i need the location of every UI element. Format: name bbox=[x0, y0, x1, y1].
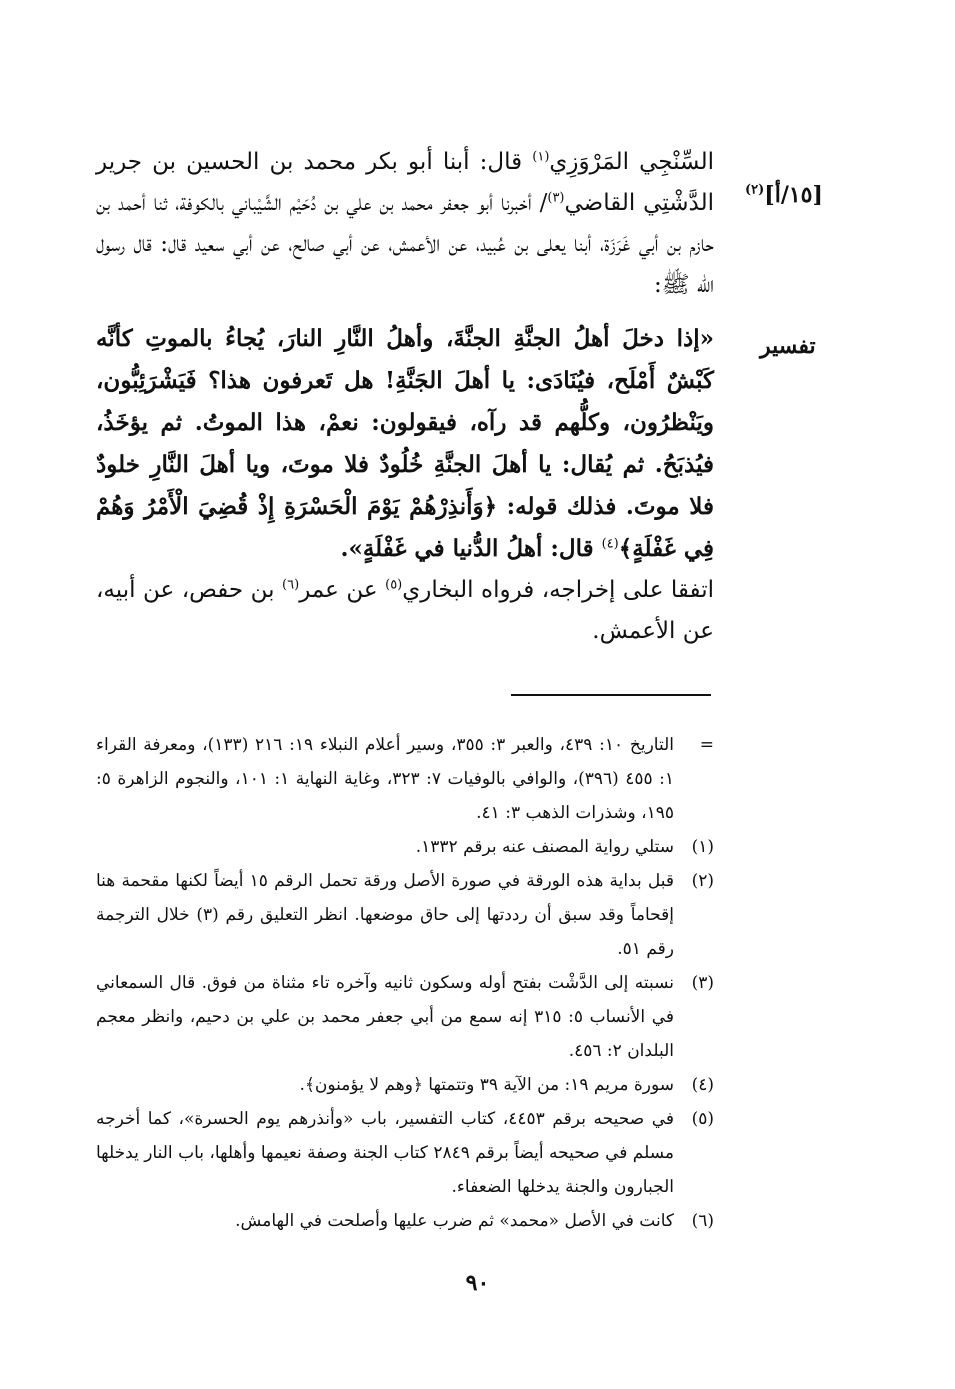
footnote-number: (٣) bbox=[691, 973, 714, 993]
takhrij-text: اتفقا على إخراجه، فرواه البخاري bbox=[402, 577, 714, 603]
footnote-6 bbox=[96, 1204, 714, 1238]
takhrij-text: عن عمر bbox=[299, 577, 386, 603]
page-number: ٩٠ bbox=[465, 1270, 490, 1296]
takhrij-paragraph bbox=[96, 570, 714, 652]
takhrij-text: بن حفص، عن أبيه، عن الأعمش. bbox=[96, 577, 714, 644]
footnote-number: (٥) bbox=[691, 1109, 714, 1129]
isnad-paragraph bbox=[96, 142, 714, 306]
folio-footnote-ref: (٢) bbox=[745, 182, 765, 198]
footnote-ref: (٦) bbox=[282, 577, 300, 593]
folio-ref: [١٥/أ] bbox=[764, 182, 823, 208]
footnote-1 bbox=[96, 830, 714, 864]
hadith-paragraph bbox=[96, 318, 714, 570]
footnote-ref: (١) bbox=[532, 149, 550, 165]
footnote-text: التاريخ ١٠: ٤٣٩، والعبر ٣: ٣٥٥، وسير أعلام النبلاء ١٩: ٢١٦ (١٣٣)، ومعرفة القراء ١: ٤٥٥ (٣٩٦)، والوافي بالوفيات ٧: ٣٢٣، وغاية النهاية ١: ١٠١، والنجوم الزاهرة ٥: ١٩٥، وشذرات الذهب ٣: ٤١. bbox=[96, 735, 675, 823]
isnad-text: / أخبرنا أبو جعفر محمد بن علي بن دُحَيْم الشَّيْباني بالكوفة، ثنا أحمد بن حازم بن أبي غَرَزَة، أبنا يعلى بن عُبيد، عن الأعمش، عن أبي صالح، عن أبي سعيد قال: قال رسول الله ﷺ: bbox=[96, 190, 714, 298]
footnote-number: (٦) bbox=[691, 1211, 714, 1231]
folio-marker bbox=[745, 182, 823, 208]
quran-verse: ﴿وَأَنذِرْهُمْ يَوْمَ الْحَسْرَةِ إِذْ قُضِيَ الْأَمْرُ وَهُمْ فِي غَفْلَةٍ﴾ bbox=[96, 493, 714, 562]
footnote-text: ستلي رواية المصنف عنه برقم ١٣٣٢. bbox=[415, 837, 674, 857]
narrator-name: السِّنْجِي المَرْوَزِي bbox=[549, 149, 714, 175]
section-marker-tafsir: تفسير bbox=[760, 333, 816, 359]
main-text bbox=[96, 142, 714, 652]
footnote-number: (٢) bbox=[691, 871, 714, 891]
footnote-ref: (٣) bbox=[547, 190, 565, 206]
isnad-text: قال: أبنا أبو بكر محمد بن الحسين بن جرير الدَّشْتِي القاضي bbox=[96, 149, 714, 216]
footnote-divider bbox=[511, 694, 711, 696]
footnote-text: سورة مريم ١٩: من الآية ٣٩ وتتمتها ﴿وهم لا يؤمنون﴾. bbox=[299, 1075, 674, 1095]
footnote-number: (٤) bbox=[691, 1075, 714, 1095]
footnote-text: قبل بداية هذه الورقة في صورة الأصل ورقة تحمل الرقم ١٥ أيضاً لكنها مقحمة هنا إقحاماً وقد سبق أن رددتها إلى حاق موضعها. انظر التعليق رقم (٣) خلال الترجمة رقم ٥١. bbox=[96, 871, 674, 959]
footnote-3 bbox=[96, 966, 714, 1068]
footnote-continuation bbox=[96, 728, 714, 830]
footnote-2 bbox=[96, 864, 714, 966]
footnote-text: في صحيحه برقم ٤٤٥٣، كتاب التفسير، باب «وأنذرهم يوم الحسرة»، كما أخرجه مسلم في صحيحه أيضاً برقم ٢٨٤٩ كتاب الجنة وصفة نعيمها وأهلها، باب النار يدخلها الجبارون والجنة يدخلها الضعفاء. bbox=[96, 1109, 674, 1197]
hadith-text: «إذا دخلَ أهلُ الجنَّةِ الجنَّةَ، وأهلُ النَّارِ النارَ، يُجاءُ بالموتِ كأنَّه كَبْشٌ أَمْلَح، فيُنَادَى: يا أهلَ الجَنَّةِ! هل تَعرفون هذا؟ فَيَشْرَئِبُّون، ويَنْظرُون، وكلُّهم قد رآه، فيقولون: نعمْ، هذا الموتُ. ثم يؤخَذُ، فيُذبَحُ. ثم يُقال: يا أهلَ الجنَّةِ خُلُودٌ فلا موتَ، ويا أهلَ النَّارِ خلودٌ فلا موتَ. فذلك قوله: bbox=[96, 325, 714, 520]
footnote-text: كانت في الأصل «محمد» ثم ضرب عليها وأصلحت في الهامش. bbox=[235, 1211, 674, 1231]
footnote-number: (١) bbox=[691, 837, 714, 857]
footnote-text: نسبته إلى الدَّشْت بفتح أوله وسكون ثانيه وآخره تاء مثناة من فوق. قال السمعاني في الأنساب ٥: ٣١٥ إنه سمع من أبي جعفر محمد بن علي بن دحيم، وانظر معجم البلدان ٢: ٤٥٦. bbox=[96, 973, 674, 1061]
footnote-5 bbox=[96, 1102, 714, 1204]
footnote-4 bbox=[96, 1068, 714, 1102]
footnote-number: = bbox=[699, 735, 714, 755]
hadith-text: قال: أهلُ الدُّنيا في غَفْلَةٍ». bbox=[340, 535, 602, 562]
footnote-ref: (٥) bbox=[385, 577, 403, 593]
footnotes bbox=[96, 728, 714, 1238]
footnote-ref: (٤) bbox=[601, 536, 619, 552]
